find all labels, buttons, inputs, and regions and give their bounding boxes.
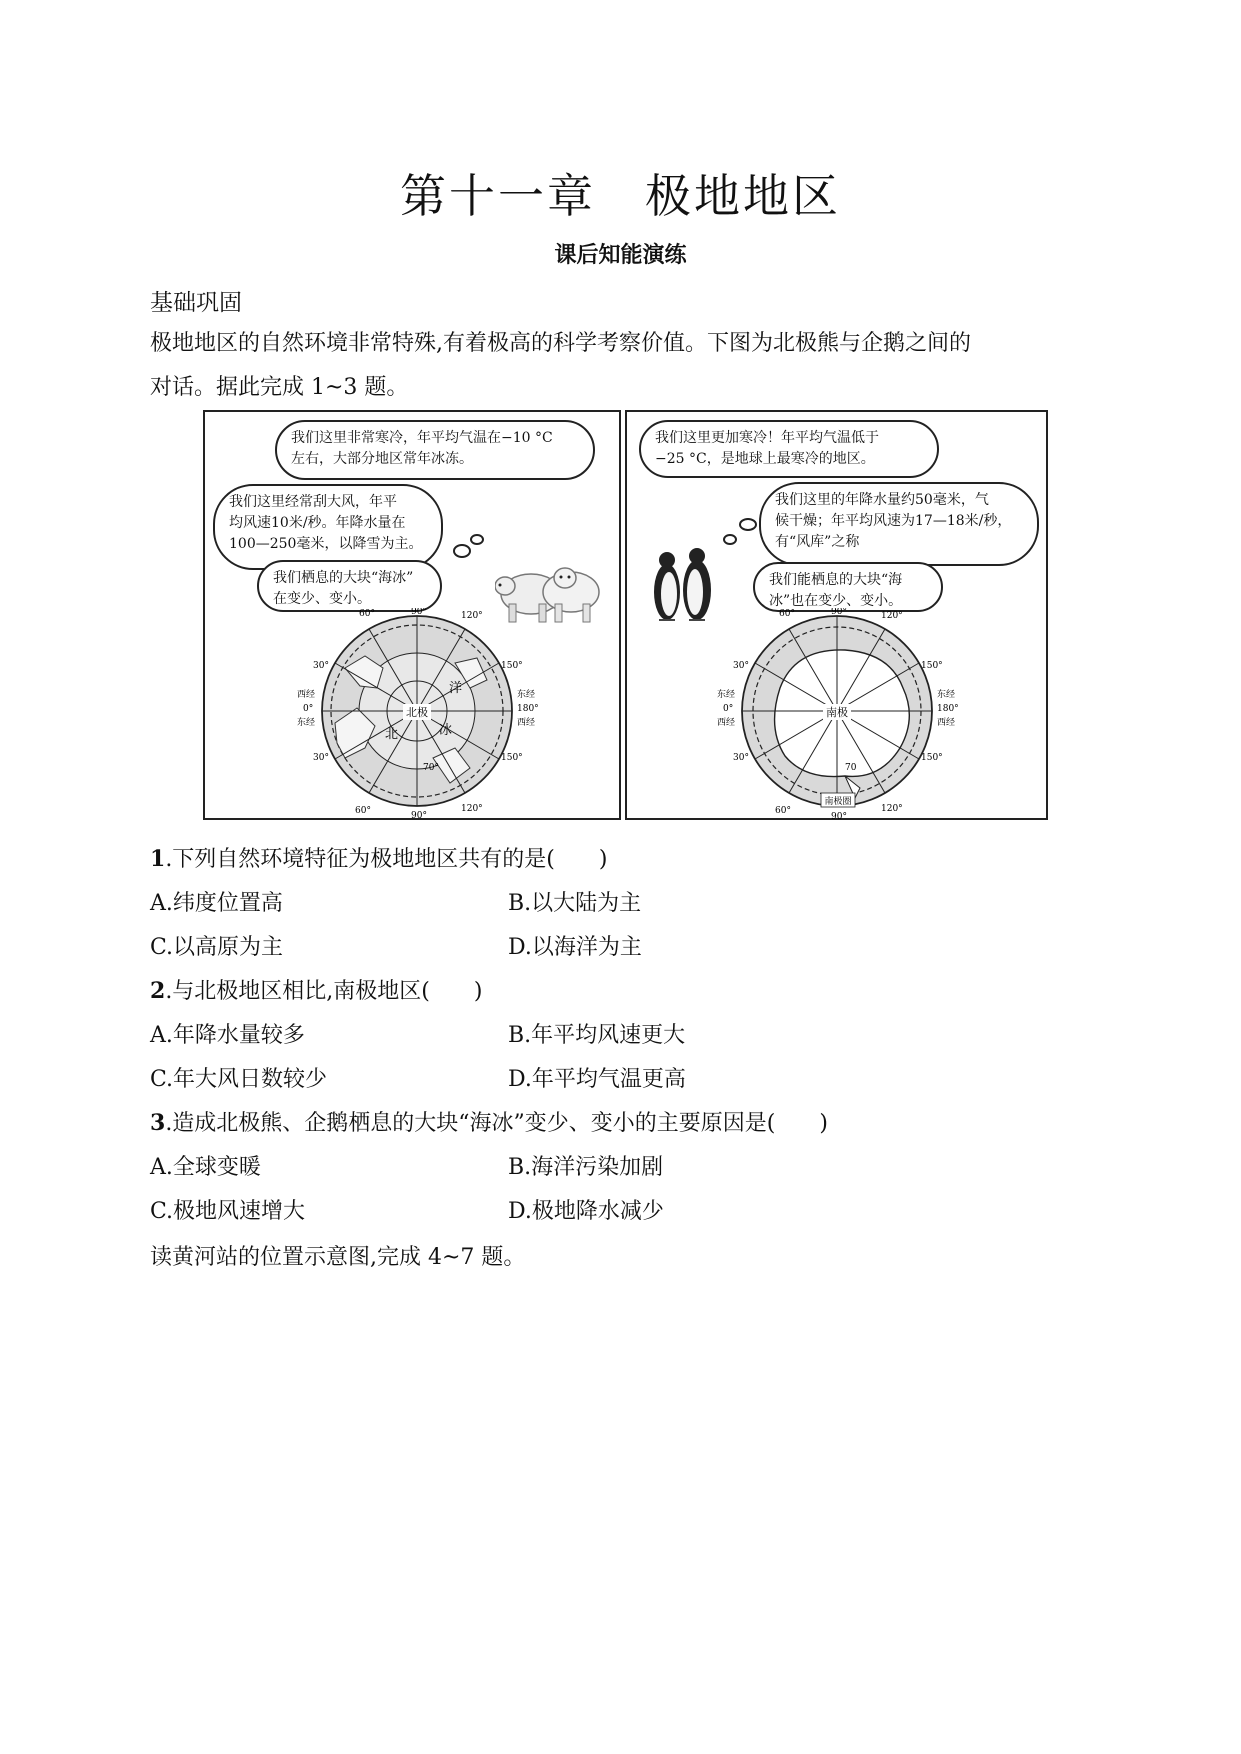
option-c[interactable]: C.年大风日数较少 <box>150 1067 328 1092</box>
polar-dialogue-figure <box>203 410 1048 820</box>
lon-label: 150° <box>921 753 943 763</box>
ocean-label: 洋 <box>449 681 463 696</box>
bubble-text: 我们这里经常刮大风，年平 <box>229 494 397 510</box>
ocean-label: 冰 <box>439 723 453 738</box>
bear-bubble-1 <box>275 420 595 480</box>
question-text: .造成北极熊、企鹅栖息的大块“海冰”变少、变小的主要原因是( ) <box>165 1111 828 1136</box>
antarctic-circle-label: 南极圈 <box>824 797 852 807</box>
lon-label: 60° <box>775 806 791 816</box>
lon-label: 东经 <box>297 718 316 728</box>
bubble-text: 我们能栖息的大块“海 <box>769 572 903 588</box>
option-d[interactable]: D.极地降水减少 <box>508 1199 664 1224</box>
lon-label: 90° <box>411 811 427 820</box>
lon-label: 西经 <box>517 718 536 728</box>
bubble-text: 我们这里更加寒冷！年平均气温低于 <box>655 430 879 446</box>
question-number: 3 <box>150 1110 166 1136</box>
lon-label: 180° <box>937 704 959 714</box>
intro-next-questions: 读黄河站的位置示意图,完成 4~7 题。 <box>150 1245 526 1270</box>
lon-label: 西经 <box>297 690 316 700</box>
bubble-text: 有“风库”之称 <box>775 534 860 550</box>
bubble-text: −25 °C，是地球上最寒冷的地区。 <box>655 451 875 467</box>
penguin-bubble-3 <box>753 562 943 612</box>
bear-bubble-2 <box>213 484 443 570</box>
option-a[interactable]: A.纬度位置高 <box>150 891 283 916</box>
option-b[interactable]: B.年平均风速更大 <box>508 1023 686 1048</box>
arctic-map <box>265 608 565 820</box>
option-d[interactable]: D.以海洋为主 <box>508 935 642 960</box>
question-number: 1 <box>150 846 166 872</box>
lon-label: 30° <box>733 661 749 671</box>
intro-line-1: 极地地区的自然环境非常特殊,有着极高的科学考察价值。下图为北极熊与企鹅之间的 <box>150 331 971 356</box>
lon-label: 东经 <box>717 690 736 700</box>
question-1 <box>150 842 607 873</box>
lon-label: 30° <box>313 753 329 763</box>
lon-label: 120° <box>461 611 483 621</box>
chapter-title: 第十一章 极地地区 <box>400 169 841 223</box>
exercise-subtitle: 课后知能演练 <box>554 243 687 268</box>
bubble-text: 我们这里非常寒冷，年平均气温在−10 °C <box>291 430 553 446</box>
lon-label: 60° <box>355 806 371 816</box>
lon-label: 60° <box>359 609 375 619</box>
lon-label: 西经 <box>717 718 736 728</box>
lon-label: 0° <box>723 704 734 714</box>
latitude-label: 70 <box>845 763 857 773</box>
intro-line-2: 对话。据此完成 1~3 题。 <box>150 375 409 400</box>
option-b[interactable]: B.海洋污染加剧 <box>508 1155 664 1180</box>
question-2 <box>150 974 482 1005</box>
lon-label: 90° <box>831 812 847 820</box>
lon-label: 150° <box>501 661 523 671</box>
bubble-text: 100—250毫米，以降雪为主。 <box>229 536 423 552</box>
lon-label: 120° <box>881 611 903 621</box>
lon-label: 90° <box>411 608 427 617</box>
thought-dot <box>470 534 484 545</box>
lon-label: 150° <box>501 753 523 763</box>
penguin-bubble-1 <box>639 420 939 478</box>
question-text: .与北极地区相比,南极地区( ) <box>165 979 483 1004</box>
bubble-text: 我们这里的年降水量约50毫米，气 <box>775 492 989 508</box>
question-text: .下列自然环境特征为极地地区共有的是( ) <box>165 847 608 872</box>
bubble-text: 均风速10米/秒。年降水量在 <box>229 515 406 531</box>
lon-label: 东经 <box>937 690 956 700</box>
thought-dot <box>739 518 757 531</box>
thought-dot <box>453 544 471 558</box>
lon-label: 90° <box>831 608 847 617</box>
option-b[interactable]: B.以大陆为主 <box>508 891 642 916</box>
penguin-bubble-2 <box>759 482 1039 566</box>
lon-label: 180° <box>517 704 539 714</box>
bear-bubble-3 <box>257 560 442 612</box>
arctic-panel <box>203 410 621 820</box>
lon-label: 30° <box>313 661 329 671</box>
lon-label: 120° <box>461 804 483 814</box>
lon-label: 西经 <box>937 718 956 728</box>
bubble-text: 我们栖息的大块“海冰” <box>273 570 414 586</box>
map-center-label: 北极 <box>406 706 428 719</box>
ocean-label: 北 <box>385 727 399 742</box>
question-number: 2 <box>150 978 166 1004</box>
lon-label: 30° <box>733 753 749 763</box>
lon-label: 东经 <box>517 690 536 700</box>
bubble-text: 左右，大部分地区常年冰冻。 <box>291 451 473 467</box>
option-a[interactable]: A.年降水量较多 <box>150 1023 305 1048</box>
option-a[interactable]: A.全球变暖 <box>150 1155 261 1180</box>
section-heading: 基础巩固 <box>150 290 242 316</box>
lon-label: 120° <box>881 804 903 814</box>
antarctic-panel <box>625 410 1048 820</box>
latitude-label: 70° <box>423 763 439 773</box>
bubble-text: 候干燥；年平均风速为17—18米/秒， <box>775 513 1012 529</box>
option-d[interactable]: D.年平均气温更高 <box>508 1067 686 1092</box>
lon-label: 150° <box>921 661 943 671</box>
antarctic-map <box>685 608 985 820</box>
question-3 <box>150 1106 828 1137</box>
lon-label: 0° <box>303 704 314 714</box>
map-center-label: 南极 <box>826 706 848 719</box>
option-c[interactable]: C.极地风速增大 <box>150 1199 306 1224</box>
bubble-text: 冰”也在变少、变小。 <box>769 593 903 609</box>
option-c[interactable]: C.以高原为主 <box>150 935 284 960</box>
thought-dot <box>723 534 737 545</box>
bubble-text: 在变少、变小。 <box>273 591 371 607</box>
lon-label: 60° <box>779 609 795 619</box>
